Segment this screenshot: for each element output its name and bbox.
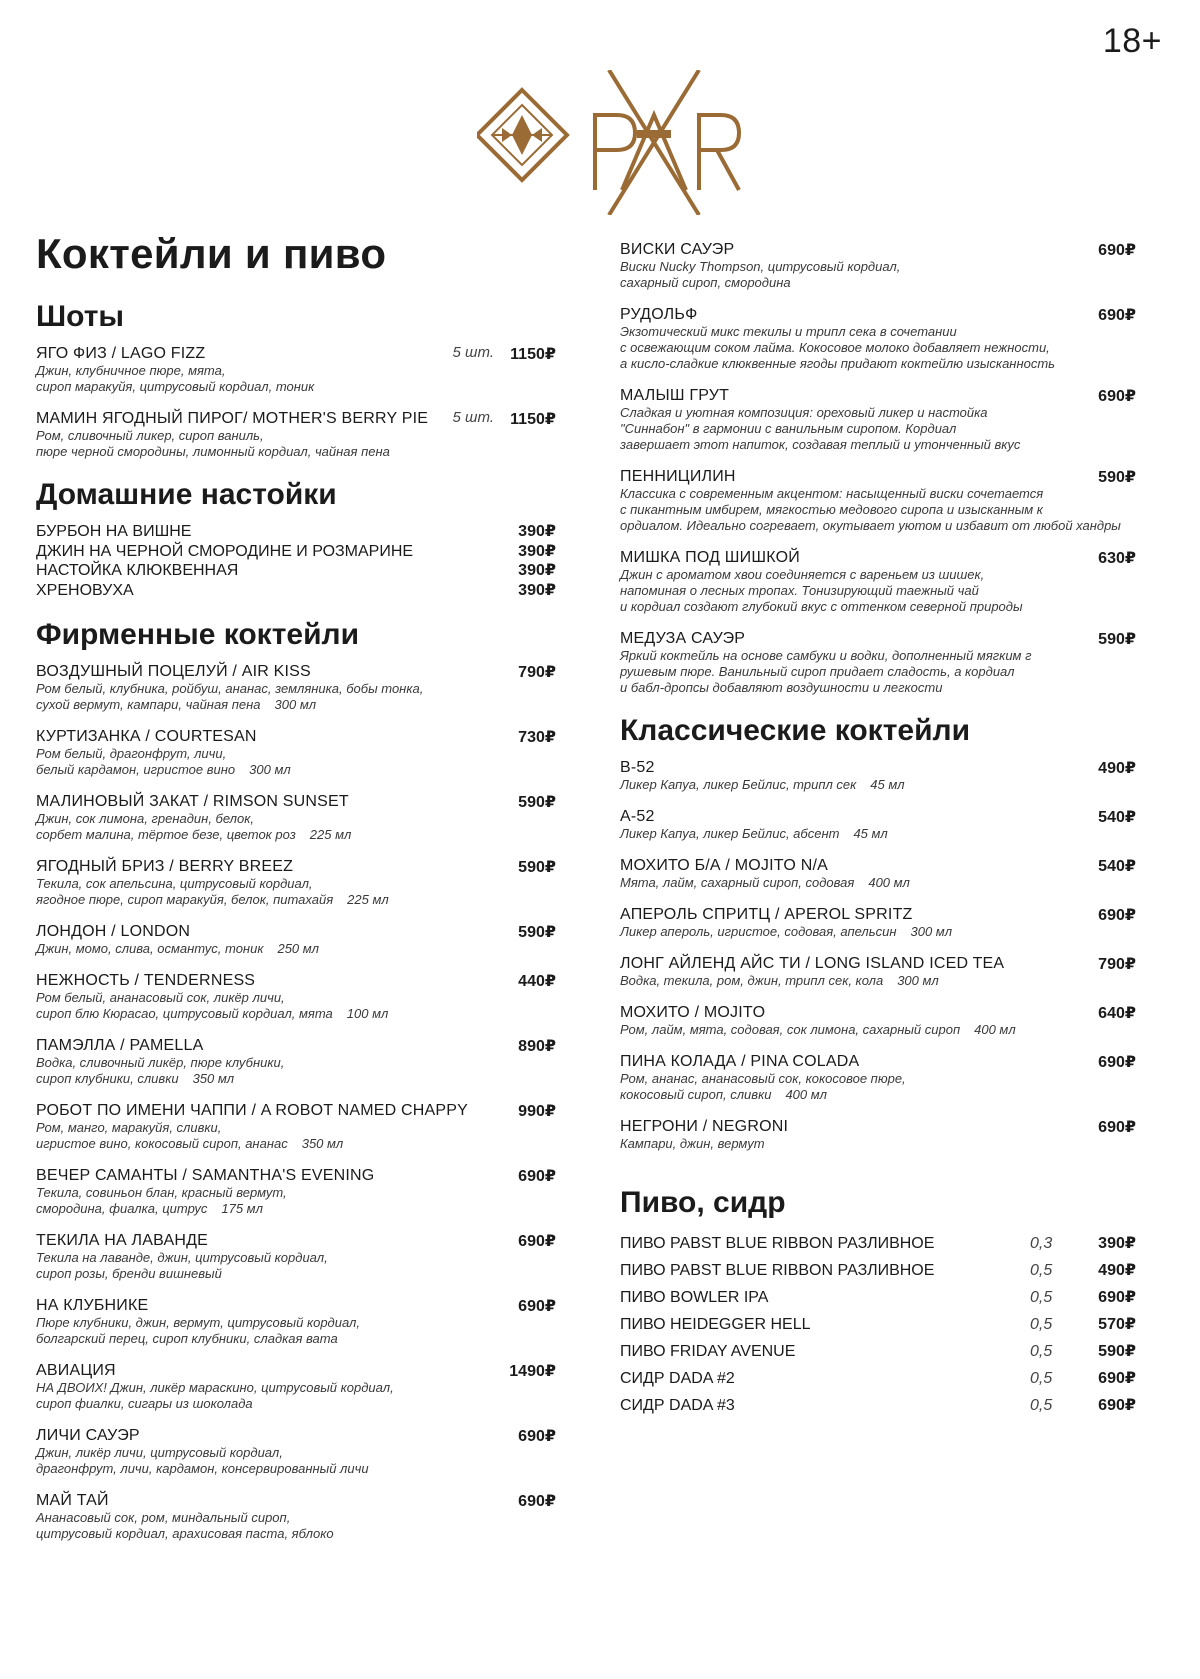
menu-item <box>36 1426 556 1477</box>
item-desc: Кампари, джин, вермут <box>620 1136 765 1151</box>
menu-item <box>36 922 556 957</box>
item-price: 1150₽ <box>510 346 556 363</box>
item-price: 390₽ <box>518 581 556 599</box>
menu-item <box>36 727 556 778</box>
item-price: 590₽ <box>518 924 556 941</box>
item-name: ПИВО HEIDEGGER HELL <box>620 1316 811 1333</box>
item-name: РУДОЛЬФ <box>620 306 698 323</box>
menu-item <box>36 1231 556 1282</box>
item-volume: 300 мл <box>897 973 939 988</box>
item-desc: Ром, лайм, мята, содовая, сок лимона, сахарный сироп 400 мл <box>620 1022 1016 1037</box>
item-volume: 0,5 <box>1030 1262 1053 1279</box>
menu-item <box>620 1230 1136 1257</box>
item-volume: 350 мл <box>301 1136 344 1151</box>
item-price: 690₽ <box>1098 1054 1136 1071</box>
item-price: 690₽ <box>1098 1370 1136 1387</box>
diamond-emblem-icon <box>477 90 567 180</box>
item-name: ХРЕНОВУХА <box>36 581 134 599</box>
item-desc: Текила, сок апельсина, цитрусовый кордиал, ягодное пюре, сироп маракуйя, белок, питахайя 225 мл <box>36 876 389 907</box>
signature-list-continued <box>620 240 1136 696</box>
item-name: НЕЖНОСТЬ / TENDERNESS <box>36 972 256 989</box>
item-name: НАСТОЙКА КЛЮКВЕННАЯ <box>36 562 239 579</box>
item-desc: Ликер Капуа, ликер Бейлис, трипл сек 45 мл <box>620 777 905 792</box>
menu-item <box>620 856 1136 891</box>
menu-item <box>36 1101 556 1152</box>
menu-item <box>620 1365 1136 1392</box>
menu-item <box>36 344 556 395</box>
item-price: 790₽ <box>518 664 556 681</box>
page-title: Коктейли и пиво <box>36 230 387 277</box>
menu-item <box>620 1003 1136 1038</box>
beer-list <box>620 1230 1136 1419</box>
item-price: 1150₽ <box>510 411 556 428</box>
menu-item <box>36 662 556 713</box>
menu-item <box>620 1392 1136 1419</box>
menu-item <box>620 305 1136 372</box>
par-logo <box>477 70 747 215</box>
item-name: ДЖИН НА ЧЕРНОЙ СМОРОДИНЕ И РОЗМАРИНЕ <box>36 542 414 560</box>
menu-item <box>620 1117 1136 1152</box>
item-name: МАЛИНОВЫЙ ЗАКАТ / RIMSON SUNSET <box>36 793 349 810</box>
section-title-classic: Классические коктейли <box>620 714 971 747</box>
item-desc: Ананасовый сок, ром, миндальный сироп, цитрусовый кордиал, арахисовая паста, яблоко <box>36 1510 334 1541</box>
item-price: 630₽ <box>1098 550 1136 567</box>
item-desc: Водка, текила, ром, джин, трипл сек, кола 300 мл <box>620 973 939 988</box>
menu-item <box>620 807 1136 842</box>
item-desc: Мята, лайм, сахарный сироп, содовая 400 мл <box>620 875 910 890</box>
menu-item <box>36 581 556 601</box>
menu-item <box>36 971 556 1022</box>
item-name: ПИНА КОЛАДА / PINA COLADA <box>620 1053 860 1070</box>
section-title-signature: Фирменные коктейли <box>36 618 360 651</box>
item-name: МОХИТО Б/А / MOJITO N/A <box>620 857 828 874</box>
item-name: ЯГОДНЫЙ БРИЗ / BERRY BREEZ <box>36 858 294 875</box>
item-qty: 5 шт. <box>452 344 494 361</box>
menu-item <box>36 561 556 581</box>
menu-item <box>36 1361 556 1412</box>
item-name: ЛОНГ АЙЛЕНД АЙС ТИ / LONG ISLAND ICED TEA <box>620 955 1005 972</box>
item-name: ЛИЧИ САУЭР <box>36 1427 140 1444</box>
menu-item <box>620 629 1136 696</box>
item-price: 1490₽ <box>509 1363 556 1380</box>
item-volume: 0,5 <box>1030 1343 1053 1360</box>
item-name: НА КЛУБНИКЕ <box>36 1297 149 1314</box>
item-price: 690₽ <box>1098 1289 1136 1306</box>
item-desc: Сладкая и уютная композиция: ореховый ликер и настойка "Синнабон" в гармонии с ванильным сиропом. Кордиал завершает этот напиток, создавая теплый и утонченный вкус <box>620 405 1021 452</box>
item-volume: 175 мл <box>221 1201 263 1216</box>
item-volume: 300 мл <box>910 924 953 939</box>
item-volume: 400 мл <box>785 1087 827 1102</box>
item-price: 990₽ <box>518 1103 556 1120</box>
menu-item <box>620 548 1136 615</box>
item-price: 590₽ <box>1098 1343 1136 1360</box>
item-volume: 0,5 <box>1030 1289 1053 1306</box>
item-price: 440₽ <box>518 973 556 990</box>
item-desc: Яркий коктейль на основе самбуки и водки, дополненный мягким г рушевым пюре. Ванильный сироп придает сладость, а кордиал и бабл-дропсы добавляют воздушности и легкости <box>620 648 1032 695</box>
menu-item <box>36 1036 556 1087</box>
signature-list <box>36 662 556 1542</box>
item-desc: Джин, сок лимона, гренадин, белок, сорбет малина, тёртое безе, цветок роз 225 мл <box>36 811 352 842</box>
menu-item <box>36 792 556 843</box>
menu-item <box>36 857 556 908</box>
item-name: ПИВО PABST BLUE RIBBON РАЗЛИВНОЕ <box>620 1262 935 1279</box>
item-price: 570₽ <box>1098 1316 1136 1333</box>
item-name: МЕДУЗА САУЭР <box>620 630 746 647</box>
item-price: 590₽ <box>518 859 556 876</box>
item-desc: Ром, манго, маракуйя, сливки, игристое вино, кокосовый сироп, ананас 350 мл <box>36 1120 344 1151</box>
item-price: 730₽ <box>518 729 556 746</box>
item-price: 540₽ <box>1098 809 1136 826</box>
item-name: НЕГРОНИ / NEGRONI <box>620 1118 789 1135</box>
item-price: 390₽ <box>518 562 556 579</box>
item-desc: Водка, сливочный ликёр, пюре клубники, сироп клубники, сливки 350 мл <box>36 1055 285 1086</box>
item-price: 490₽ <box>1098 1262 1136 1279</box>
par-wordmark <box>595 70 739 215</box>
menu-item <box>36 542 556 562</box>
item-volume: 225 мл <box>347 892 389 907</box>
item-name: РОБОТ ПО ИМЕНИ ЧАППИ / A ROBOT NAMED CHAPPY <box>36 1102 469 1119</box>
item-desc: Ром, сливочный ликер, сироп ваниль, пюре черной смородины, лимонный кордиал, чайная пена <box>36 428 390 459</box>
item-price: 390₽ <box>518 523 556 540</box>
item-desc: Джин с ароматом хвои соединяется с вареньем из шишек, напоминая о лесных тропах. Тонизирующий таежный чай и кордиал создают глубокий вкус с оттенком северной природы <box>620 567 1023 614</box>
item-desc: Ликер Капуа, ликер Бейлис, абсент 45 мл <box>620 826 888 841</box>
item-price: 590₽ <box>1098 631 1136 648</box>
item-desc: Джин, клубничное пюре, мята, сироп маракуйя, цитрусовый кордиал, тоник <box>36 363 315 394</box>
tinctures-list <box>36 522 556 600</box>
item-price: 640₽ <box>1098 1005 1136 1022</box>
item-name: МАЙ ТАЙ <box>36 1492 109 1509</box>
right-column <box>620 240 1136 1419</box>
item-name: ТЕКИЛА НА ЛАВАНДЕ <box>36 1232 209 1249</box>
menu-item <box>620 1052 1136 1103</box>
item-desc: Текила, совиньон блан, красный вермут, смородина, фиалка, цитрус 175 мл <box>36 1185 287 1216</box>
item-price: 690₽ <box>1098 242 1136 259</box>
item-desc: Ром белый, ананасовый сок, ликёр личи, сироп блю Кюрасао, цитрусовый кордиал, мята 100 мл <box>36 990 389 1021</box>
item-desc: Виски Nucky Thompson, цитрусовый кордиал, сахарный сироп, смородина <box>620 259 901 290</box>
menu-item <box>620 1311 1136 1338</box>
item-price: 690₽ <box>518 1428 556 1445</box>
item-desc: Ром белый, драгонфрут, личи, белый кардамон, игристое вино 300 мл <box>36 746 291 777</box>
item-price: 490₽ <box>1098 760 1136 777</box>
item-name: B-52 <box>620 759 655 776</box>
item-price: 690₽ <box>1098 1397 1136 1414</box>
menu-item <box>620 1338 1136 1365</box>
item-name: A-52 <box>620 808 655 825</box>
item-name: АПЕРОЛЬ СПРИТЦ / APEROL SPRITZ <box>620 906 913 923</box>
item-volume: 0,5 <box>1030 1397 1053 1414</box>
item-name: МОХИТО / MOJITO <box>620 1004 766 1021</box>
item-price: 690₽ <box>518 1298 556 1315</box>
item-name: ВЕЧЕР САМАНТЫ / SAMANTHA'S EVENING <box>36 1167 375 1184</box>
item-name: ЛОНДОН / LONDON <box>36 923 191 940</box>
item-volume: 0,5 <box>1030 1316 1053 1333</box>
item-volume: 0,3 <box>1030 1235 1053 1252</box>
item-price: 690₽ <box>518 1233 556 1250</box>
age-restriction-label: 18+ <box>1102 22 1162 60</box>
item-qty: 5 шт. <box>452 409 494 426</box>
item-name: ПИВО PABST BLUE RIBBON РАЗЛИВНОЕ <box>620 1235 935 1252</box>
item-name: БУРБОН НА ВИШНЕ <box>36 523 192 540</box>
item-volume: 225 мл <box>309 827 352 842</box>
item-volume: 250 мл <box>277 941 320 956</box>
item-volume: 400 мл <box>974 1022 1016 1037</box>
item-name: ПЕННИЦИЛИН <box>620 468 736 485</box>
item-name: АВИАЦИЯ <box>36 1362 116 1379</box>
item-name: ВИСКИ САУЭР <box>620 241 735 258</box>
item-name: ВОЗДУШНЫЙ ПОЦЕЛУЙ / AIR KISS <box>36 663 311 680</box>
item-name: ЯГО ФИЗ / LAGO FIZZ <box>36 345 206 362</box>
item-desc: Ром, ананас, ананасовый сок, кокосовое пюре, кокосовый сироп, сливки 400 мл <box>620 1071 906 1102</box>
menu-item <box>36 409 556 460</box>
menu-item <box>36 1296 556 1347</box>
item-name: СИДР DADA #3 <box>620 1397 735 1414</box>
section-title-shots: Шоты <box>36 300 125 333</box>
item-desc: Ром белый, клубника, ройбуш, ананас, земляника, бобы тонка, сухой вермут, кампари, чайная пена 300 мл <box>36 681 424 712</box>
classic-list <box>620 758 1136 1152</box>
menu-item <box>36 522 556 542</box>
item-desc: НА ДВОИХ! Джин, ликёр мараскино, цитрусовый кордиал, сироп фиалки, сигары из шоколада <box>36 1380 394 1411</box>
menu-item <box>620 240 1136 291</box>
item-desc: Текила на лаванде, джин, цитрусовый кордиал, сироп розы, бренди вишневый <box>36 1250 328 1281</box>
item-volume: 300 мл <box>249 762 291 777</box>
menu-item <box>620 386 1136 453</box>
item-volume: 45 мл <box>853 826 888 841</box>
item-price: 390₽ <box>518 542 556 560</box>
item-desc: Джин, момо, слива, османтус, тоник 250 мл <box>36 941 320 956</box>
menu-item <box>620 905 1136 940</box>
menu-item <box>36 1166 556 1217</box>
item-name: МИШКА ПОД ШИШКОЙ <box>620 549 800 566</box>
item-price: 590₽ <box>518 794 556 811</box>
menu-item <box>620 467 1136 534</box>
item-name: ПИВО BOWLER IPA <box>620 1289 769 1306</box>
item-price: 590₽ <box>1098 469 1136 486</box>
item-name: КУРТИЗАНКА / COURTESAN <box>36 728 257 745</box>
item-price: 790₽ <box>1098 956 1136 973</box>
item-price: 390₽ <box>1098 1235 1136 1252</box>
item-desc: Ликер апероль, игристое, содовая, апельсин 300 мл <box>620 924 953 939</box>
shots-list <box>36 344 556 460</box>
item-price: 690₽ <box>518 1493 556 1510</box>
item-desc: Экзотический микс текилы и трипл сека в сочетании с освежающим соком лайма. Кокосовое молоко добавляет нежности, а кисло-сладкие клюквенные ягоды придают коктейлю изысканность <box>620 324 1056 371</box>
menu-item <box>620 758 1136 793</box>
item-desc: Классика с современным акцентом: насыщенный виски сочетается с пикантным имбирем, мягкостью медового сиропа и изысканным к ордиалом. Идеально согревает, окутывает уютом и избавит от любой хандры <box>620 486 1121 533</box>
section-title-beer: Пиво, сидр <box>620 1186 786 1219</box>
item-volume: 400 мл <box>868 875 910 890</box>
item-desc: Пюре клубники, джин, вермут, цитрусовый кордиал, болгарский перец, сироп клубники, сладкая вата <box>36 1315 360 1346</box>
left-column <box>36 230 556 1556</box>
item-name: ПИВО FRIDAY AVENUE <box>620 1343 796 1360</box>
menu-item <box>620 1284 1136 1311</box>
item-volume: 45 мл <box>870 777 905 792</box>
item-name: МАЛЫШ ГРУТ <box>620 387 730 404</box>
menu-item <box>36 1491 556 1542</box>
menu-item <box>620 1257 1136 1284</box>
menu-item <box>620 954 1136 989</box>
item-volume: 100 мл <box>346 1006 389 1021</box>
item-name: ПАМЭЛЛА / PAMELLA <box>36 1037 204 1054</box>
item-desc: Джин, ликёр личи, цитрусовый кордиал, драгонфрут, личи, кардамон, консервированный личи <box>36 1445 369 1476</box>
item-price: 690₽ <box>1098 1119 1136 1136</box>
item-volume: 300 мл <box>274 697 317 712</box>
item-price: 690₽ <box>1098 907 1136 924</box>
item-name: МАМИН ЯГОДНЫЙ ПИРОГ/ MOTHER'S BERRY PIE <box>36 410 429 427</box>
item-name: СИДР DADA #2 <box>620 1370 735 1387</box>
item-volume: 0,5 <box>1030 1370 1053 1387</box>
item-price: 690₽ <box>518 1168 556 1185</box>
item-volume: 350 мл <box>192 1071 235 1086</box>
item-price: 690₽ <box>1098 388 1136 405</box>
item-price: 690₽ <box>1098 307 1136 324</box>
item-price: 890₽ <box>518 1038 556 1055</box>
item-price: 540₽ <box>1098 858 1136 875</box>
section-title-tinctures: Домашние настойки <box>36 478 337 511</box>
